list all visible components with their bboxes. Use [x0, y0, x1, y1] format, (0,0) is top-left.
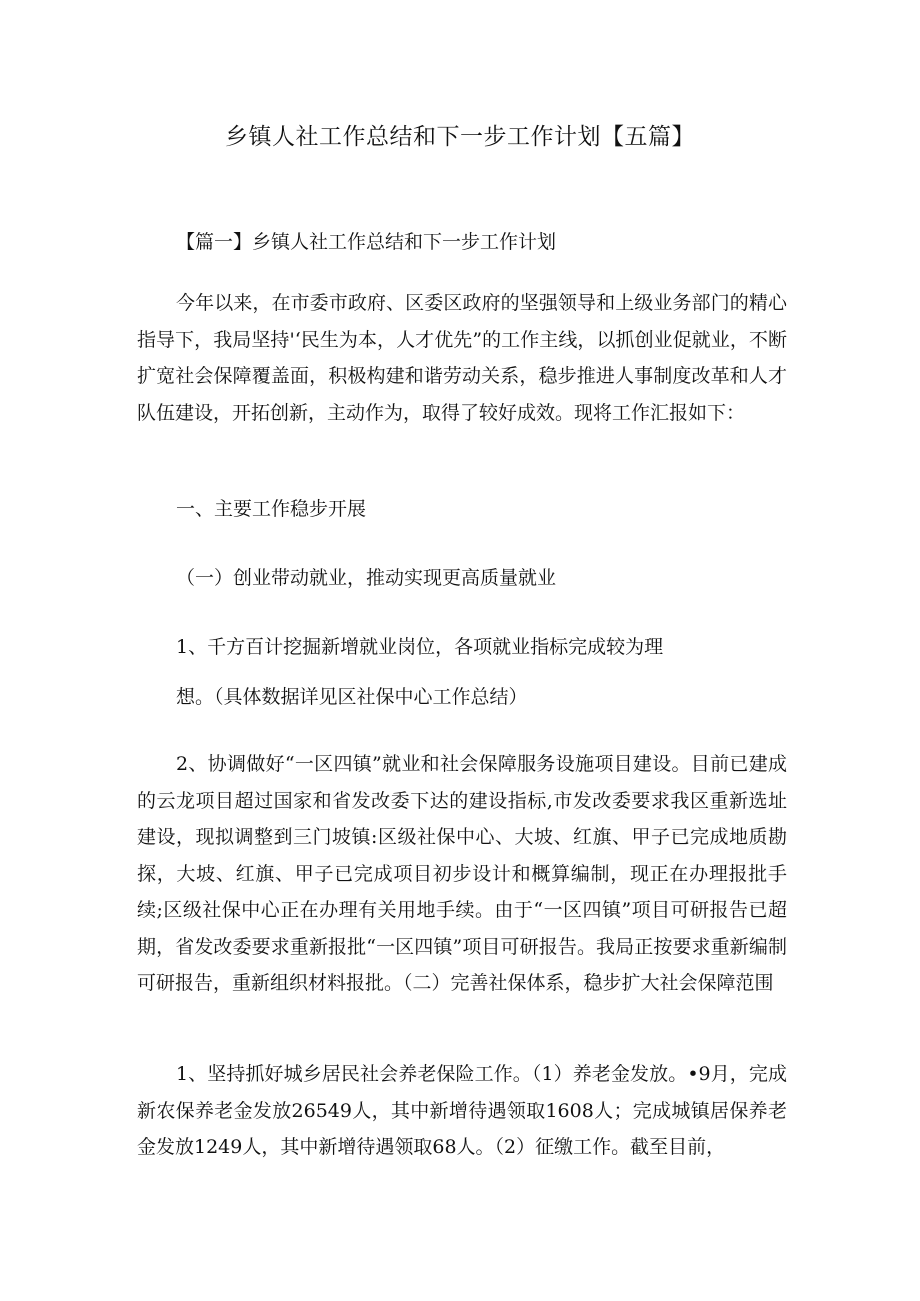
heading-employment: （一）创业带动就业，推动实现更高质量就业	[176, 567, 557, 589]
item-3-paragraph: 1、坚持抓好城乡居民社会养老保险工作。（1）养老金发放。•9月，完成新农保养老金发放26549人，其中新增待遇领取1608人；完成城镇居保养老金发放1249人，其中新增待遇领取68人。（2）征缴工作。截至目前，	[137, 1063, 787, 1158]
intro-paragraph: 今年以来，在市委市政府、区委区政府的坚强领导和上级业务部门的精心指导下，我局坚持'‘民生为本，人才优先”的工作主线，以抓创业促就业，不断扩宽社会保障覆盖面，积极构建和谐劳动关系，稳步推进人事制度改革和人才队伍建设，开拓创新，主动作为，取得了较好成效。现将工作汇报如下：	[137, 292, 787, 424]
item-1-line-2: 想。（具体数据详见区社保中心工作总结）	[176, 686, 528, 708]
section-heading: 【篇一】乡镇人社工作总结和下一步工作计划	[176, 231, 557, 253]
item-2-paragraph: 2、协调做好“一区四镇”就业和社会保障服务设施项目建设。目前已建成的云龙项目超过国家和省发改委下达的建设指标,市发改委要求我区重新选址建设，现拟调整到三门坡镇:区级社保中心、大坡、红旗、甲子已完成地质勘探，大坡、红旗、甲子已完成项目初步设计和概算编制，现正在办理报批手续;区级社保中心正在办理有关用地手续。由于“一区四镇”项目可研报告已超期，省发改委要求重新报批“一区四镇”项目可研报告。我局正按要求重新编制可研报告，重新组织材料报批。（二）完善社保体系，稳步扩大社会保障范围	[137, 753, 787, 994]
document-title: 乡镇人社工作总结和下一步工作计划【五篇】	[225, 124, 695, 150]
heading-main-work: 一、主要工作稳步开展	[176, 498, 367, 520]
item-1-line-1: 1、千方百计挖掘新增就业岗位，各项就业指标完成较为理	[176, 636, 664, 658]
